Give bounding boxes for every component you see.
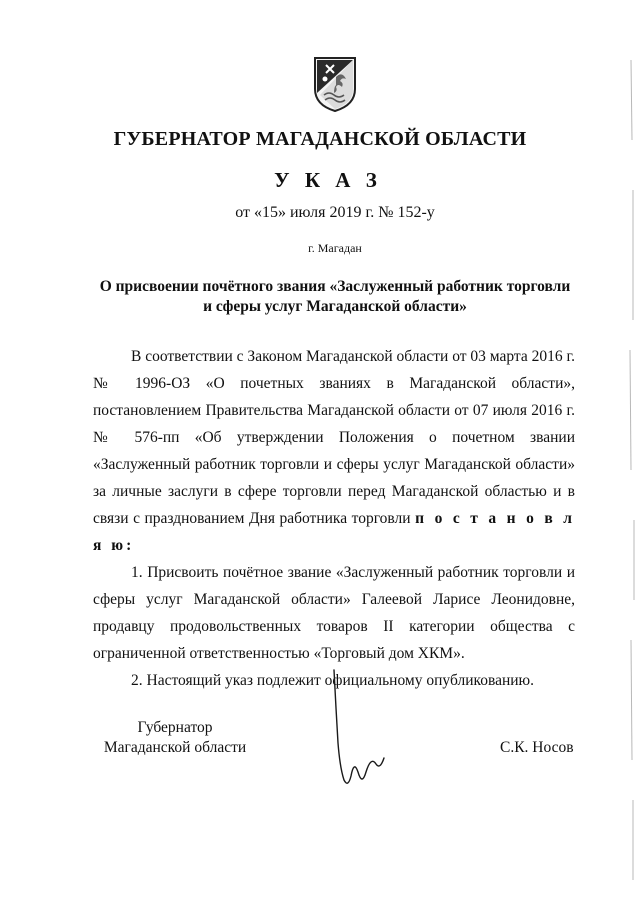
decree-date-number: от «15» июля 2019 г. № 152-у (235, 204, 435, 221)
preamble-paragraph (93, 343, 575, 559)
place-of-issue: г. Магадан (308, 241, 362, 255)
preamble-text: В соответствии с Законом Магаданской области от 03 марта 2016 г. № 1996-ОЗ «О почетных званиях в Магаданской области», постановлением Правительства Магаданской области от 07 июля 2016 г. № 576-пп «Об утверждении Положения о почетном звании «Заслуженный работник торговли и сферы услуг Магаданской области» за личные заслуги в сфере торговли перед Магаданской областью и в связи с празднованием Дня работника торговли (93, 348, 575, 527)
decree-subject (96, 277, 574, 317)
signatory-title (100, 718, 250, 758)
resolution-word: п о с т а н о в л я ю: (93, 510, 576, 554)
coat-of-arms-icon (312, 55, 358, 113)
signatory-name: С.К. Носов (500, 739, 574, 756)
document-type: У К А З (274, 168, 382, 192)
decree-body (93, 343, 575, 694)
subject-line-1: О присвоении почётного звания «Заслуженный работник торговли (99, 278, 571, 295)
handwritten-signature (318, 668, 388, 798)
issuing-authority: ГУБЕРНАТОР МАГАДАНСКОЙ ОБЛАСТИ (113, 128, 527, 150)
scan-edge-noise (622, 0, 640, 905)
signatory-title-line-1: Губернатор (137, 719, 213, 736)
clause-1-paragraph: 1. Присвоить почётное звание «Заслуженный работник торговли и сферы услуг Магаданской области» Галеевой Ларисе Леонидовне, продавцу продовольственных товаров II категории общества с ограниченной ответственностью «Торговый дом ХКМ». (93, 564, 575, 662)
signatory-title-line-2: Магаданской области (103, 739, 247, 756)
subject-line-2: и сферы услуг Магаданской области» (203, 298, 467, 315)
clause-2-paragraph: 2. Настоящий указ подлежит официальному опубликованию. (131, 672, 535, 689)
